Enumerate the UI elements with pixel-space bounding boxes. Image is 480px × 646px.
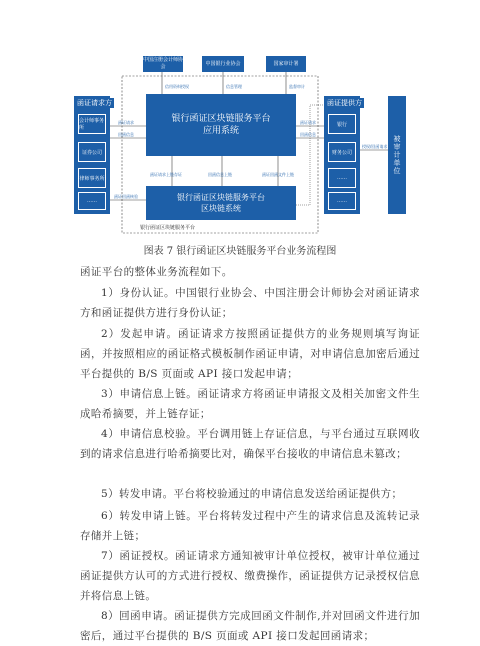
top-arrow-label-2: 信息管理 xyxy=(226,84,242,89)
left-bottom-arrow-label: 回函信息 xyxy=(118,132,134,137)
provider-item-3: …… xyxy=(328,168,356,188)
step-7-paragraph: 7）函证授权。函证请求方通知被审计单位授权，被审计单位通过函证提供方认可的方式进行授权、缴费操作，函证提供方记录授权信息并将信息上链。 xyxy=(80,550,420,602)
cnao-label: 国家审计署 xyxy=(273,60,299,67)
provider-item-1: 银行 xyxy=(328,114,356,134)
business-flow-diagram xyxy=(0,0,480,240)
provider-item-4: …… xyxy=(328,192,356,210)
step-2-paragraph: 2）发起申请。函证请求方按照函证提供方的业务规则填写询证函，并按照相应的函证格式模板制作函证申请，对申请信息加密后通过平台提供的 B/S 页面或 API 接口发起申请； xyxy=(80,328,420,380)
mid-right-arrow-label: 函证回函文件上链 xyxy=(262,172,294,177)
audit-arrow-label: 授权/回函请求 xyxy=(362,144,388,149)
platform-border-label: 银行函证区块链服务平台 xyxy=(140,225,196,231)
bottom-left-arrow-label: 函证回函核验 xyxy=(114,194,138,199)
step-3-paragraph: 3）申请信息上链。函证请求方将函证申请报文及相关加密文件生成哈希摘要，并上链存证； xyxy=(80,388,420,420)
chain-box-subtitle: 区块链系统 xyxy=(201,204,241,213)
right-top-arrow-label: 函证请求 xyxy=(300,120,316,125)
cba-label: 中国银行业协会 xyxy=(205,60,241,67)
intro-paragraph: 函证平台的整体业务流程如下。 xyxy=(80,266,233,278)
app-box-title: 银行函证区块链服务平台 xyxy=(171,114,271,124)
top-arrow-label-3: 监督审计 xyxy=(289,84,305,89)
cicpa-label: 中国注册会计师协会 xyxy=(143,57,184,70)
cicpa-box xyxy=(143,56,183,72)
cba-box xyxy=(202,56,244,72)
provider-item-2: 财务公司 xyxy=(328,142,356,162)
requester-item-2: 证券公司 xyxy=(78,142,106,162)
cnao-box xyxy=(266,56,306,72)
step-8-paragraph: 8）回函申请。函证提供方完成回函文件制作,并对回函文件进行加密后，通过平台提供的 B/S 页面或 API 接口发起回函请求； xyxy=(80,610,420,642)
application-system-box xyxy=(146,94,296,156)
requester-item-3: 律师事务所 xyxy=(78,168,106,188)
top-arrow-label-1: 信用资料授权 xyxy=(165,84,189,89)
requester-item-4: …… xyxy=(78,192,106,210)
mid-left-arrow-label: 函证请求上链存证 xyxy=(150,172,182,177)
left-top-arrow-label: 函证请求 xyxy=(118,120,134,125)
provider-title: 函证提供方 xyxy=(324,98,364,108)
step-5-paragraph: 5）转发申请。平台将校验通过的申请信息发送给函证提供方； xyxy=(101,488,403,500)
requester-title: 函证请求方 xyxy=(74,98,114,108)
app-box-subtitle: 应用系统 xyxy=(202,126,239,136)
blockchain-system-box xyxy=(146,186,296,220)
step-4-paragraph: 4）申请信息校验。平台调用链上存证信息，与平台通过互联网收到的请求信息进行哈希摘要比对，确保平台接收的申请信息未篡改； xyxy=(80,428,420,460)
figure-caption: 图表 7 银行函证区块链服务平台业务流程图 xyxy=(143,246,337,257)
step-6-paragraph: 6）转发申请上链。平台将转发过程中产生的请求信息及流转记录存储并上链； xyxy=(80,510,420,542)
audited-unit-box: 被审计单位 xyxy=(388,96,406,214)
chain-box-title: 银行函证区块链服务平台 xyxy=(177,193,265,202)
mid-center-arrow-label: 回函信息上链 xyxy=(208,172,232,177)
step-1-paragraph: 1）身份认证。中国银行业协会、中国注册会计师协会对函证请求方和函证提供方进行身份认证； xyxy=(80,287,420,319)
requester-item-1: 会计师事务所 xyxy=(78,114,106,134)
right-bottom-arrow-label: 回函信息 xyxy=(300,132,316,137)
